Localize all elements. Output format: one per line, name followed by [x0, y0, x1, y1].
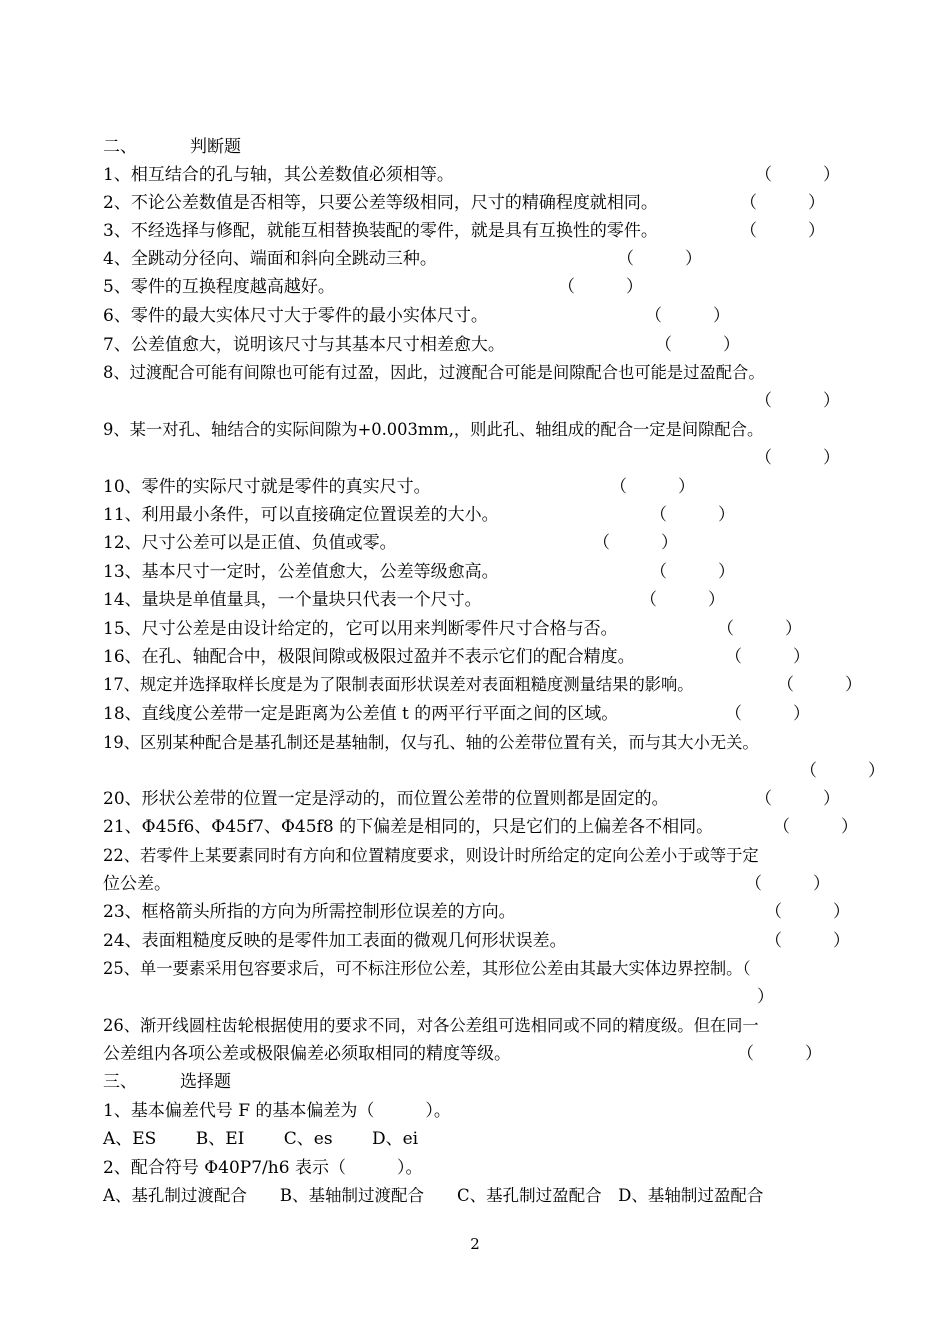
section-number: 二、 [103, 137, 137, 157]
answer-blank[interactable]: （ ） [765, 931, 850, 951]
choice-options: A、基孔制过渡配合 B、基轴制过渡配合 C、基孔制过盈配合 D、基轴制过盈配合 [103, 1186, 764, 1205]
answer-blank[interactable]: （ ） [593, 533, 678, 553]
question-text: 7、公差值愈大，说明该尺寸与其基本尺寸相差愈大。 [103, 335, 505, 355]
question-text-continued: 公差组内各项公差或极限偏差必须取相同的精度等级。 [103, 1044, 511, 1064]
answer-blank[interactable]: （ ） [717, 619, 802, 639]
question-text: 4、全跳动分径向、端面和斜向全跳动三种。 [103, 249, 437, 269]
answer-blank[interactable]: （ ） [773, 817, 858, 837]
answer-blank[interactable]: （ ） [755, 391, 840, 411]
question-text: 6、零件的最大实体尺寸大于零件的最小实体尺寸。 [103, 306, 488, 326]
answer-blank[interactable]: （ ） [725, 647, 810, 667]
section-title: 判断题 [190, 137, 241, 157]
answer-blank[interactable]: （ ） [650, 562, 735, 582]
question-text: 23、框格箭头所指的方向为所需控制形位误差的方向。 [103, 902, 516, 922]
question-text: 9、某一对孔、轴结合的实际间隙为+0.003mm,，则此孔、轴组成的配合一定是间隙配合。 [103, 420, 764, 439]
section-number: 三、 [103, 1072, 137, 1092]
question-text: 21、Φ45f6、Φ45f7、Φ45f8 的下偏差是相同的，只是它们的上偏差各不相同。 [103, 817, 714, 837]
page-number: 2 [470, 1235, 480, 1253]
question-text-continued: 位公差。 [103, 874, 171, 894]
question-text: 10、零件的实际尺寸就是零件的真实尺寸。 [103, 477, 431, 497]
choice-options: A、ES B、EI C、es D、ei [103, 1129, 419, 1149]
answer-blank[interactable]: （ ） [777, 675, 862, 695]
answer-blank[interactable]: （ ） [755, 789, 840, 809]
answer-blank[interactable]: （ ） [800, 761, 885, 781]
answer-blank[interactable]: （ ） [745, 874, 830, 894]
answer-blank[interactable]: （ ） [645, 306, 730, 326]
question-text: 15、尺寸公差是由设计给定的，它可以用来判断零件尺寸合格与否。 [103, 619, 618, 639]
answer-blank[interactable]: （ ） [640, 590, 725, 610]
answer-blank[interactable]: （ ） [655, 335, 740, 355]
question-text: 16、在孔、轴配合中，极限间隙或极限过盈并不表示它们的配合精度。 [103, 647, 635, 667]
question-text: 26、渐开线圆柱齿轮根据使用的要求不同，对各公差组可选相同或不同的精度级。但在同一 [103, 1016, 759, 1035]
answer-blank[interactable]: （ ） [610, 477, 695, 497]
answer-blank[interactable]: （ ） [765, 902, 850, 922]
question-text: 20、形状公差带的位置一定是浮动的，而位置公差带的位置则都是固定的。 [103, 789, 669, 809]
question-text: 8、过渡配合可能有间隙也可能有过盈，因此，过渡配合可能是间隙配合也可能是过盈配合。 [103, 363, 765, 382]
answer-blank[interactable]: （ ） [558, 277, 643, 297]
answer-blank[interactable]: （ ） [617, 249, 702, 269]
question-text: 11、利用最小条件，可以直接确定位置误差的大小。 [103, 505, 499, 525]
question-text: 14、量块是单值量具，一个量块只代表一个尺寸。 [103, 590, 482, 610]
answer-blank[interactable]: （ ） [755, 448, 840, 468]
question-text: 1、相互结合的孔与轴，其公差数值必须相等。 [103, 165, 454, 185]
section-title: 选择题 [180, 1072, 231, 1092]
answer-blank[interactable]: （ ） [737, 1044, 822, 1064]
question-text: 19、区别某种配合是基孔制还是基轴制，仅与孔、轴的公差带位置有关，而与其大小无关。 [103, 733, 759, 752]
question-text: 25、单一要素采用包容要求后，可不标注形位公差，其形位公差由其最大实体边界控制。（ [103, 959, 751, 978]
question-text: 12、尺寸公差可以是正值、负值或零。 [103, 533, 397, 553]
question-text: 2、不论公差数值是否相等，只要公差等级相同，尺寸的精确程度就相同。 [103, 193, 658, 213]
question-text: 22、若零件上某要素同时有方向和位置精度要求，则设计时所给定的定向公差小于或等于定 [103, 846, 759, 865]
question-text: 5、零件的互换程度越高越好。 [103, 277, 335, 297]
choice-question: 2、配合符号 Φ40P7/h6 表示（ ）。 [103, 1158, 423, 1178]
question-text: 3、不经选择与修配，就能互相替换装配的零件，就是具有互换性的零件。 [103, 221, 658, 241]
answer-blank[interactable]: ） [757, 987, 774, 1007]
question-text: 18、直线度公差带一定是距离为公差值 t 的两平行平面之间的区域。 [103, 704, 619, 724]
choice-question: 1、基本偏差代号 F 的基本偏差为（ ）。 [103, 1101, 451, 1121]
answer-blank[interactable]: （ ） [755, 165, 840, 185]
answer-blank[interactable]: （ ） [740, 193, 825, 213]
answer-blank[interactable]: （ ） [740, 221, 825, 241]
answer-blank[interactable]: （ ） [725, 704, 810, 724]
question-text: 24、表面粗糙度反映的是零件加工表面的微观几何形状误差。 [103, 931, 567, 951]
question-text: 13、基本尺寸一定时，公差值愈大，公差等级愈高。 [103, 562, 499, 582]
answer-blank[interactable]: （ ） [650, 505, 735, 525]
question-text: 17、规定并选择取样长度是为了限制表面形状误差对表面粗糙度测量结果的影响。 [103, 675, 694, 694]
